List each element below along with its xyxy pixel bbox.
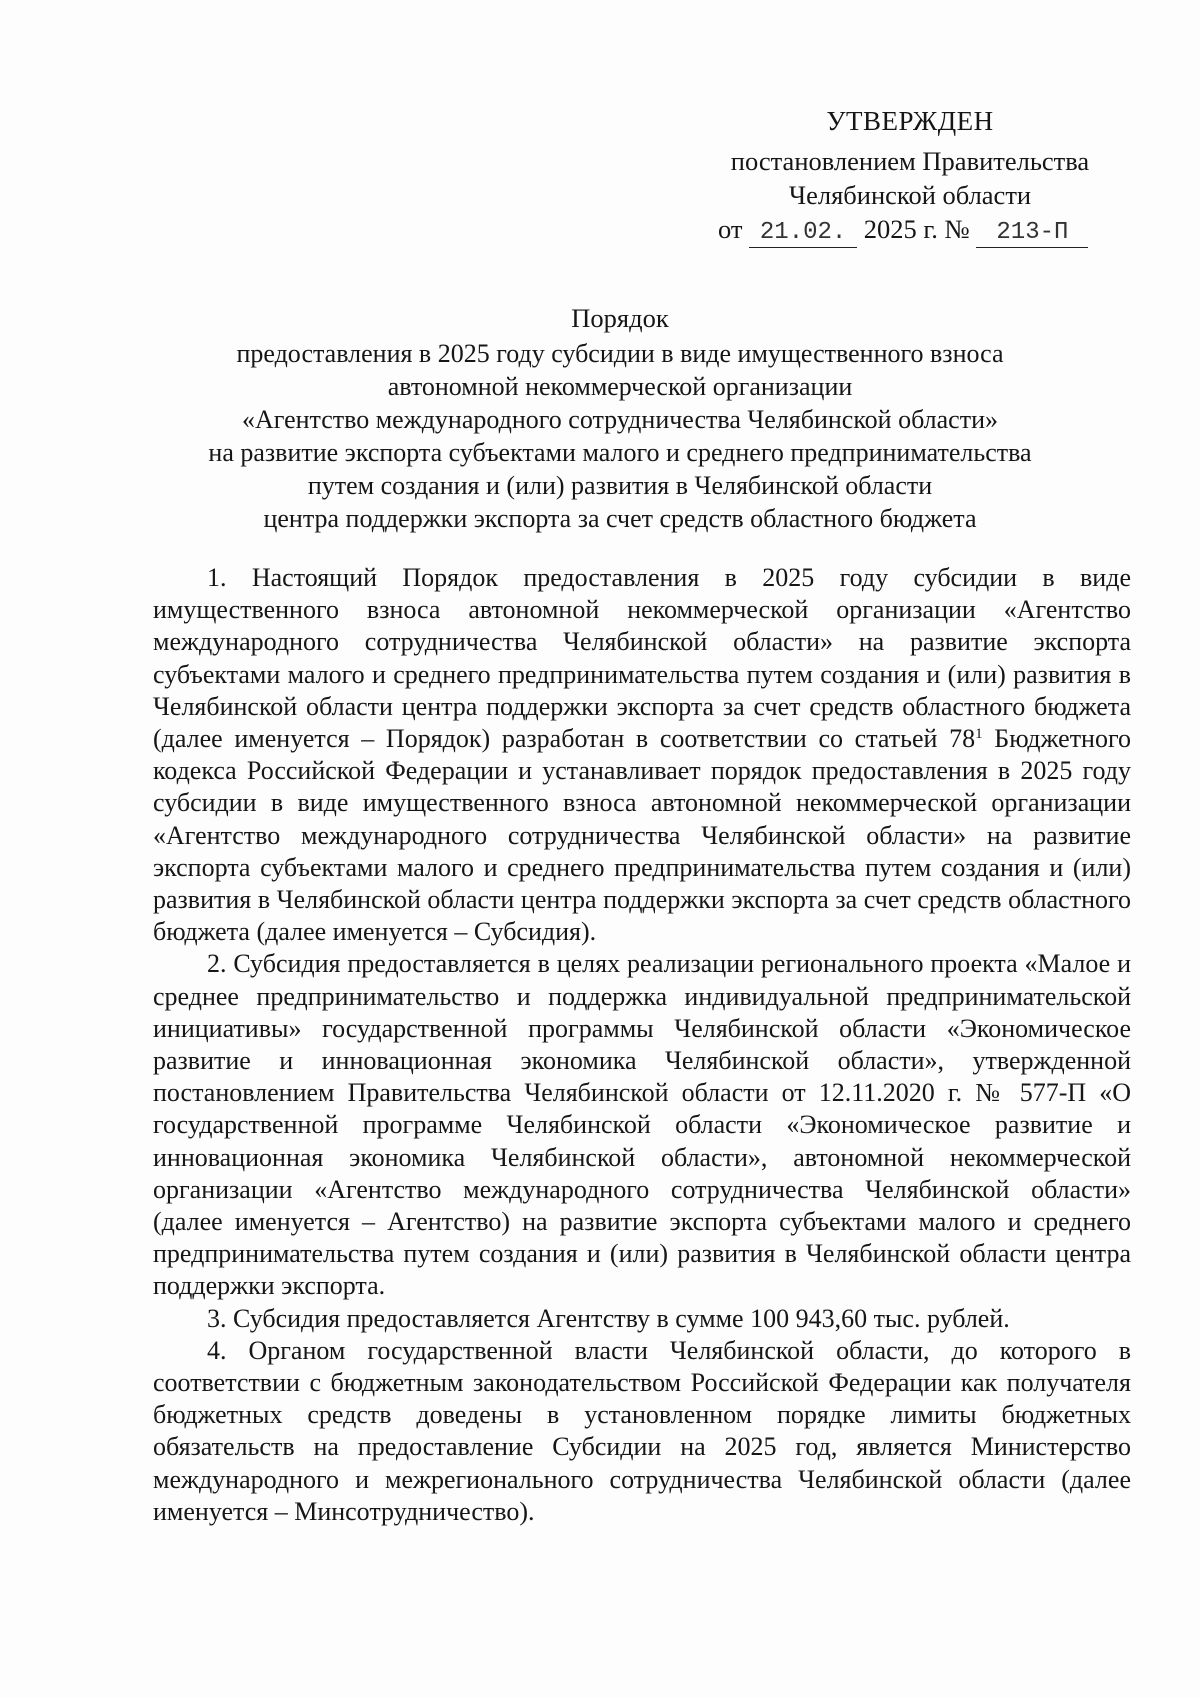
- article-superscript: 1: [975, 726, 983, 743]
- heading-line-4: на развитие экспорта субъектами малого и среднего предпринимательства: [208, 438, 1032, 467]
- heading-line-1: предоставления в 2025 году субсидии в виде имущественного взноса: [236, 339, 1004, 368]
- heading-line-3: «Агентство международного сотрудничества Челябинской области»: [242, 405, 998, 434]
- heading-line-2: автономной некоммерческой организации: [387, 372, 853, 401]
- date-prefix: от: [718, 214, 743, 244]
- approval-title: УТВЕРЖДЕН: [826, 106, 994, 136]
- paragraph-4: 4. Органом государственной власти Челябинской области, до которого в соответствии с бюджетным законодательством Российской Федерации как получателя бюджетных средств доведены в установленном порядке лимиты бюджетных обязательств на предоставление Субсидии на 2025 год, является Министерство международного и межрегионального сотрудничества Челябинской области (далее именуется – Минсотрудничество).: [153, 1335, 1131, 1526]
- document-heading: [140, 302, 1100, 535]
- decree-date-field: 21.02.: [749, 219, 857, 248]
- paragraph-1: [153, 562, 1131, 948]
- approval-line-2: Челябинской области: [788, 180, 1032, 210]
- paragraph-2: 2. Субсидия предоставляется в целях реализации регионального проекта «Малое и среднее предпринимательство и поддержка индивидуальной предпринимательской инициативы» государственной программы Челябинской области «Экономическое развитие и инновационная экономика Челябинской области», утвержденной постановлением Правительства Челябинской области от 12.11.2020 г. № 577-П «О государственной программе Челябинской области «Экономическое развитие и инновационная экономика Челябинской области», автономной некоммерческой организации «Агентство международного сотрудничества Челябинской области» (далее именуется – Агентство) на развитие экспорта субъектами малого и среднего предпринимательства путем создания и (или) развития в Челябинской области центра поддержки экспорта.: [153, 949, 1131, 1301]
- approval-stamp-block: [690, 104, 1130, 248]
- heading-line-6: центра поддержки экспорта за счет средств областного бюджета: [263, 504, 977, 533]
- decree-year-text: 2025 г. №: [863, 214, 970, 244]
- approval-date-line: [690, 212, 1130, 248]
- paragraph-3: 3. Субсидия предоставляется Агентству в сумме 100 943,60 тыс. рублей.: [207, 1303, 1010, 1333]
- paragraph-1-part-a: 1. Настоящий Порядок предоставления в 2025 году субсидии в виде имущественного взноса автономной некоммерческой организации «Агентство международного сотрудничества Челябинской области» на развитие экспорта субъектами малого и среднего предпринимательства путем создания и (или) развития в Челябинской области центра поддержки экспорта за счет средств областного бюджета (далее именуется – Порядок) разработан в соответствии со статьей 78: [153, 563, 1131, 754]
- decree-number-field: 213-П: [976, 219, 1088, 248]
- heading-title: Порядок: [571, 303, 669, 333]
- approval-line-1: постановлением Правительства: [730, 146, 1090, 176]
- paragraph-1-part-b: Бюджетного кодекса Российской Федерации и устанавливает порядок предоставления в 2025 году субсидии в виде имущественного взноса автономной некоммерческой организации «Агентство международного сотрудничества Челябинской области» на развитие экспорта субъектами малого и среднего предпринимательства путем создания и (или) развития в Челябинской области центра поддержки экспорта за счет средств областного бюджета (далее именуется – Субсидия).: [153, 724, 1131, 947]
- document-body: [153, 562, 1131, 1528]
- heading-line-5: путем создания и (или) развития в Челябинской области: [307, 471, 933, 500]
